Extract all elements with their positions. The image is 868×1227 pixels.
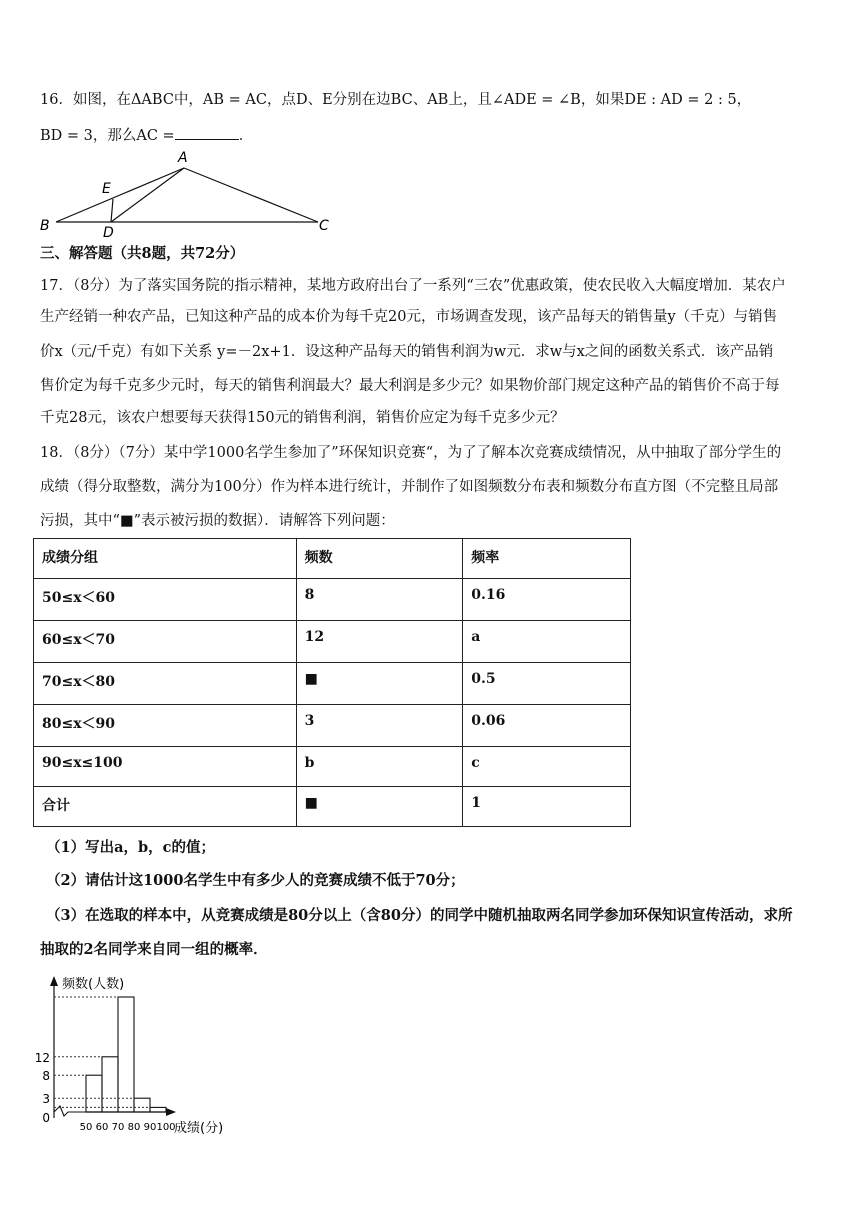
table-cell: 60≤x＜70 [34,621,297,663]
table-cell: c [463,747,631,787]
segment-ac [184,168,318,222]
q18-sub-2: （2）请估计这1000名学生中有多少人的竞赛成绩不低于70分； [46,872,465,889]
q17-line-1: 17．（8分）为了落实国务院的指示精神，某地方政府出台了一系列“三农”优惠政策，使农民收入大幅度增加．某农户 [40,278,786,294]
q18-line-3: 污损，其中“■”表示被污损的数据）．请解答下列问题： [40,513,395,529]
segment-ab [56,168,184,222]
y-tick-label: 3 [42,1092,50,1107]
table-cell: 0.16 [463,579,631,621]
q18-sub-1: （1）写出a，b，c的值； [46,839,215,856]
x-tick-label: 70 [111,1122,125,1133]
table-cell: 50≤x＜60 [34,579,297,621]
segment-de [111,199,113,222]
label-d: D [103,225,114,240]
table-cell: 8 [296,579,463,621]
q17-line-3: 价x（元/千克）有如下关系 y=－2x+1．设这种产品每天的销售利润为w元．求w与x之间的函数关系式．该产品销 [40,344,774,360]
q16-line2 [40,125,253,146]
table-cell: b [296,747,463,787]
x-axis-arrow-icon [166,1108,176,1116]
y-axis-label: 频数(人数) [62,977,125,992]
table-cell: 0.5 [463,663,631,705]
table-cell: 合计 [34,787,297,827]
q16-line1: 16．如图，在ΔABC中，AB = AC，点D、E分别在边BC、AB上，且∠ADE = ∠B，如果DE : AD = 2 : 5， [40,92,752,108]
table-cell: 12 [296,621,463,663]
x-tick-label: 100 [156,1122,176,1133]
table-header-row [34,539,631,579]
histogram-bar [118,997,134,1112]
label-b: B [40,218,50,234]
x-tick-label: 60 [95,1122,109,1133]
answer-blank[interactable] [175,125,239,140]
table-cell: 3 [296,705,463,747]
label-a: A [178,150,188,166]
x-axis-label: 成绩(分) [174,1121,224,1136]
histogram-bar [102,1057,118,1112]
table-row [34,621,631,663]
table-row [34,705,631,747]
table-header-cell: 频率 [463,539,631,579]
q17-line-2: 生产经销一种农产品，已知这种产品的成本价为每千克20元，市场调查发现，该产品每天的销售量y（千克）与销售 [40,309,778,325]
y-tick-label: 8 [42,1069,50,1084]
table-row [34,747,631,787]
table-row [34,579,631,621]
q17-line-5: 千克28元，该农户想要每天获得150元的销售利润，销售价应定为每千克多少元？ [40,410,565,426]
table-header-cell: 频数 [296,539,463,579]
table-cell: 80≤x＜90 [34,705,297,747]
q18-line-2: 成绩（得分取整数，满分为100分）作为样本进行统计，并制作了如图频数分布表和频数分布直方图（不完整且局部 [40,479,779,495]
y-tick-label: 12 [34,1050,50,1065]
table-cell: ■ [296,787,463,827]
frequency-table [33,538,631,827]
table-row [34,663,631,705]
frequency-histogram [30,968,250,1140]
label-e: E [102,181,111,197]
segment-ad [111,168,184,222]
table-row [34,787,631,827]
q18-line-1: 18．（8分）（7分）某中学1000名学生参加了”环保知识竞赛“，为了了解本次竞赛成绩情况，从中抽取了部分学生的 [40,445,782,461]
table-cell: a [463,621,631,663]
y-axis-arrow-icon [50,976,58,986]
label-c: C [319,218,329,234]
histogram-bar [150,1107,166,1112]
q16-line2-suffix: ． [238,128,254,144]
x-tick-label: 80 [127,1122,141,1133]
y-tick-label: 0 [42,1111,50,1125]
table-cell: 0.06 [463,705,631,747]
table-cell: 90≤x≤100 [34,747,297,787]
triangle-figure [36,148,336,240]
q16-line2-prefix: BD = 3，那么AC = [40,128,175,144]
x-tick-label: 50 [79,1122,93,1133]
histogram-bar [86,1075,102,1112]
table-cell: ■ [296,663,463,705]
table-cell: 1 [463,787,631,827]
x-tick-label: 90 [143,1122,157,1133]
section-title: 三、解答题（共8题，共72分） [40,245,245,262]
q17-line-4: 售价定为每千克多少元时，每天的销售利润最大？最大利润是多少元？如果物价部门规定这种产品的销售价不高于每 [40,378,780,394]
histogram-bar [134,1098,150,1112]
table-header-cell: 成绩分组 [34,539,297,579]
table-cell: 70≤x＜80 [34,663,297,705]
q18-sub-3b: 抽取的2名同学来自同一组的概率． [40,941,268,958]
q18-sub-3a: （3）在选取的样本中，从竞赛成绩是80分以上（含80分）的同学中随机抽取两名同学参加环保知识宣传活动，求所 [46,907,793,924]
